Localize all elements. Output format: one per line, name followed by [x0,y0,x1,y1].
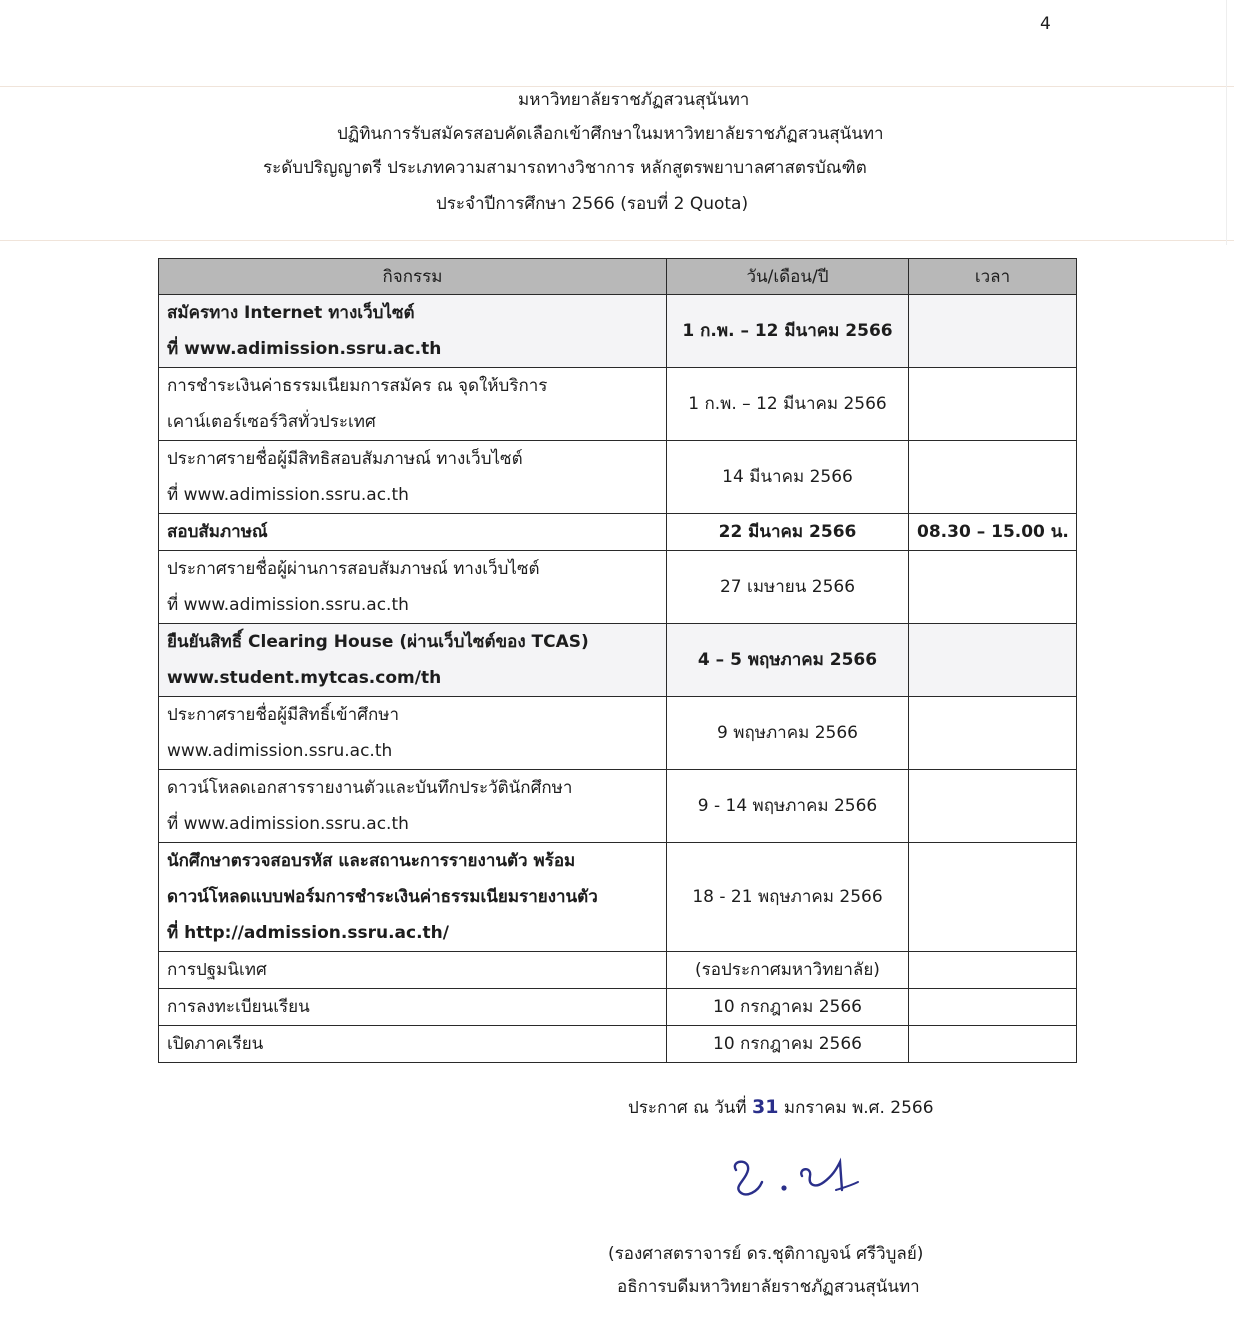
announcement-day: 31 [752,1096,779,1118]
time-cell [909,551,1077,624]
calendar-title: ปฏิทินการรับสมัครสอบคัดเลือกเข้าศึกษาในมหาวิทยาลัยราชภัฏสวนสุนันทา [337,124,884,144]
activity-line: การปฐมนิเทศ [167,960,267,980]
table-row [159,1026,1077,1063]
time-cell [909,624,1077,697]
activity-cell [159,551,667,624]
table-row [159,441,1077,514]
table-header-row [159,259,1077,295]
date-cell: 1 ก.พ. – 12 มีนาคม 2566 [667,368,909,441]
admission-calendar-table [158,258,1077,1063]
activity-line: เปิดภาคเรียน [167,1034,264,1054]
activity-cell [159,952,667,989]
activity-cell [159,514,667,551]
activity-line: www.student.mytcas.com/th [167,668,442,688]
table-row [159,624,1077,697]
academic-year: ประจำปีการศึกษา 2566 (รอบที่ 2 Quota) [436,194,749,214]
activity-line: นักศึกษาตรวจสอบรหัส และสถานะการรายงานตัว พร้อม [167,851,576,871]
activity-cell [159,441,667,514]
top-rule [0,86,1234,87]
activity-cell [159,1026,667,1063]
activity-line: ประกาศรายชื่อผู้มีสิทธิสอบสัมภาษณ์ ทางเว็บไซต์ [167,449,523,469]
table-row [159,368,1077,441]
activity-line: เคาน์เตอร์เซอร์วิสทั่วประเทศ [167,412,376,432]
time-cell [909,952,1077,989]
page-number: 4 [1040,14,1051,34]
time-cell [909,697,1077,770]
time-cell: 08.30 – 15.00 น. [909,514,1077,551]
activity-cell [159,697,667,770]
activity-line: www.adimission.ssru.ac.th [167,741,393,761]
activity-line: ที่ www.adimission.ssru.ac.th [167,339,442,359]
activity-line: ที่ www.adimission.ssru.ac.th [167,814,409,834]
time-cell [909,770,1077,843]
table-row [159,295,1077,368]
date-cell: 10 กรกฎาคม 2566 [667,1026,909,1063]
date-cell: 22 มีนาคม 2566 [667,514,909,551]
table-row [159,952,1077,989]
time-cell [909,295,1077,368]
time-cell [909,989,1077,1026]
date-cell: (รอประกาศมหาวิทยาลัย) [667,952,909,989]
bottom-rule [0,240,1234,241]
activity-line: การลงทะเบียนเรียน [167,997,310,1017]
announcement-prefix: ประกาศ ณ วันที่ [628,1098,747,1118]
activity-cell [159,843,667,952]
time-cell [909,843,1077,952]
announcement-date [628,1094,934,1121]
handwritten-signature [728,1142,868,1202]
activity-line: ที่ http://admission.ssru.ac.th/ [167,923,449,943]
page-edge [1226,0,1227,245]
date-cell: 4 – 5 พฤษภาคม 2566 [667,624,909,697]
date-cell: 18 - 21 พฤษภาคม 2566 [667,843,909,952]
activity-line: ดาวน์โหลดเอกสารรายงานตัวและบันทึกประวัตินักศึกษา [167,778,573,798]
table-row [159,989,1077,1026]
table-row [159,770,1077,843]
activity-cell [159,770,667,843]
date-cell: 1 ก.พ. – 12 มีนาคม 2566 [667,295,909,368]
header-time: เวลา [909,259,1077,295]
activity-cell [159,989,667,1026]
university-name: มหาวิทยาลัยราชภัฏสวนสุนันทา [518,90,750,110]
activity-line: ยืนยันสิทธิ์ Clearing House (ผ่านเว็บไซต์ของ TCAS) [167,632,589,652]
time-cell [909,1026,1077,1063]
activity-line: ประกาศรายชื่อผู้มีสิทธิ์เข้าศึกษา [167,705,400,725]
activity-line: สอบสัมภาษณ์ [167,522,268,542]
date-cell: 10 กรกฎาคม 2566 [667,989,909,1026]
table-row [159,514,1077,551]
activity-line: ที่ www.adimission.ssru.ac.th [167,485,409,505]
time-cell [909,368,1077,441]
signatory-name: (รองศาสตราจารย์ ดร.ชุติกาญจน์ ศรีวิบูลย์) [608,1244,924,1264]
announcement-suffix: มกราคม พ.ศ. 2566 [783,1098,934,1118]
header-activity: กิจกรรม [159,259,667,295]
activity-line: ประกาศรายชื่อผู้ผ่านการสอบสัมภาษณ์ ทางเว็บไซต์ [167,559,540,579]
table-row [159,697,1077,770]
date-cell: 9 - 14 พฤษภาคม 2566 [667,770,909,843]
table-row [159,843,1077,952]
table-row [159,551,1077,624]
activity-line: ดาวน์โหลดแบบฟอร์มการชำระเงินค่าธรรมเนียมรายงานตัว [167,887,598,907]
activity-line: ที่ www.adimission.ssru.ac.th [167,595,409,615]
date-cell: 14 มีนาคม 2566 [667,441,909,514]
date-cell: 27 เมษายน 2566 [667,551,909,624]
time-cell [909,441,1077,514]
date-cell: 9 พฤษภาคม 2566 [667,697,909,770]
activity-line: การชำระเงินค่าธรรมเนียมการสมัคร ณ จุดให้บริการ [167,376,548,396]
signatory-position: อธิการบดีมหาวิทยาลัยราชภัฏสวนสุนันทา [617,1277,920,1297]
activity-cell [159,368,667,441]
program-title: ระดับปริญญาตรี ประเภทความสามารถทางวิชาการ หลักสูตรพยาบาลศาสตรบัณฑิต [263,158,867,178]
activity-line: สมัครทาง Internet ทางเว็บไซต์ [167,303,415,323]
header-date: วัน/เดือน/ปี [667,259,909,295]
activity-cell [159,295,667,368]
activity-cell [159,624,667,697]
